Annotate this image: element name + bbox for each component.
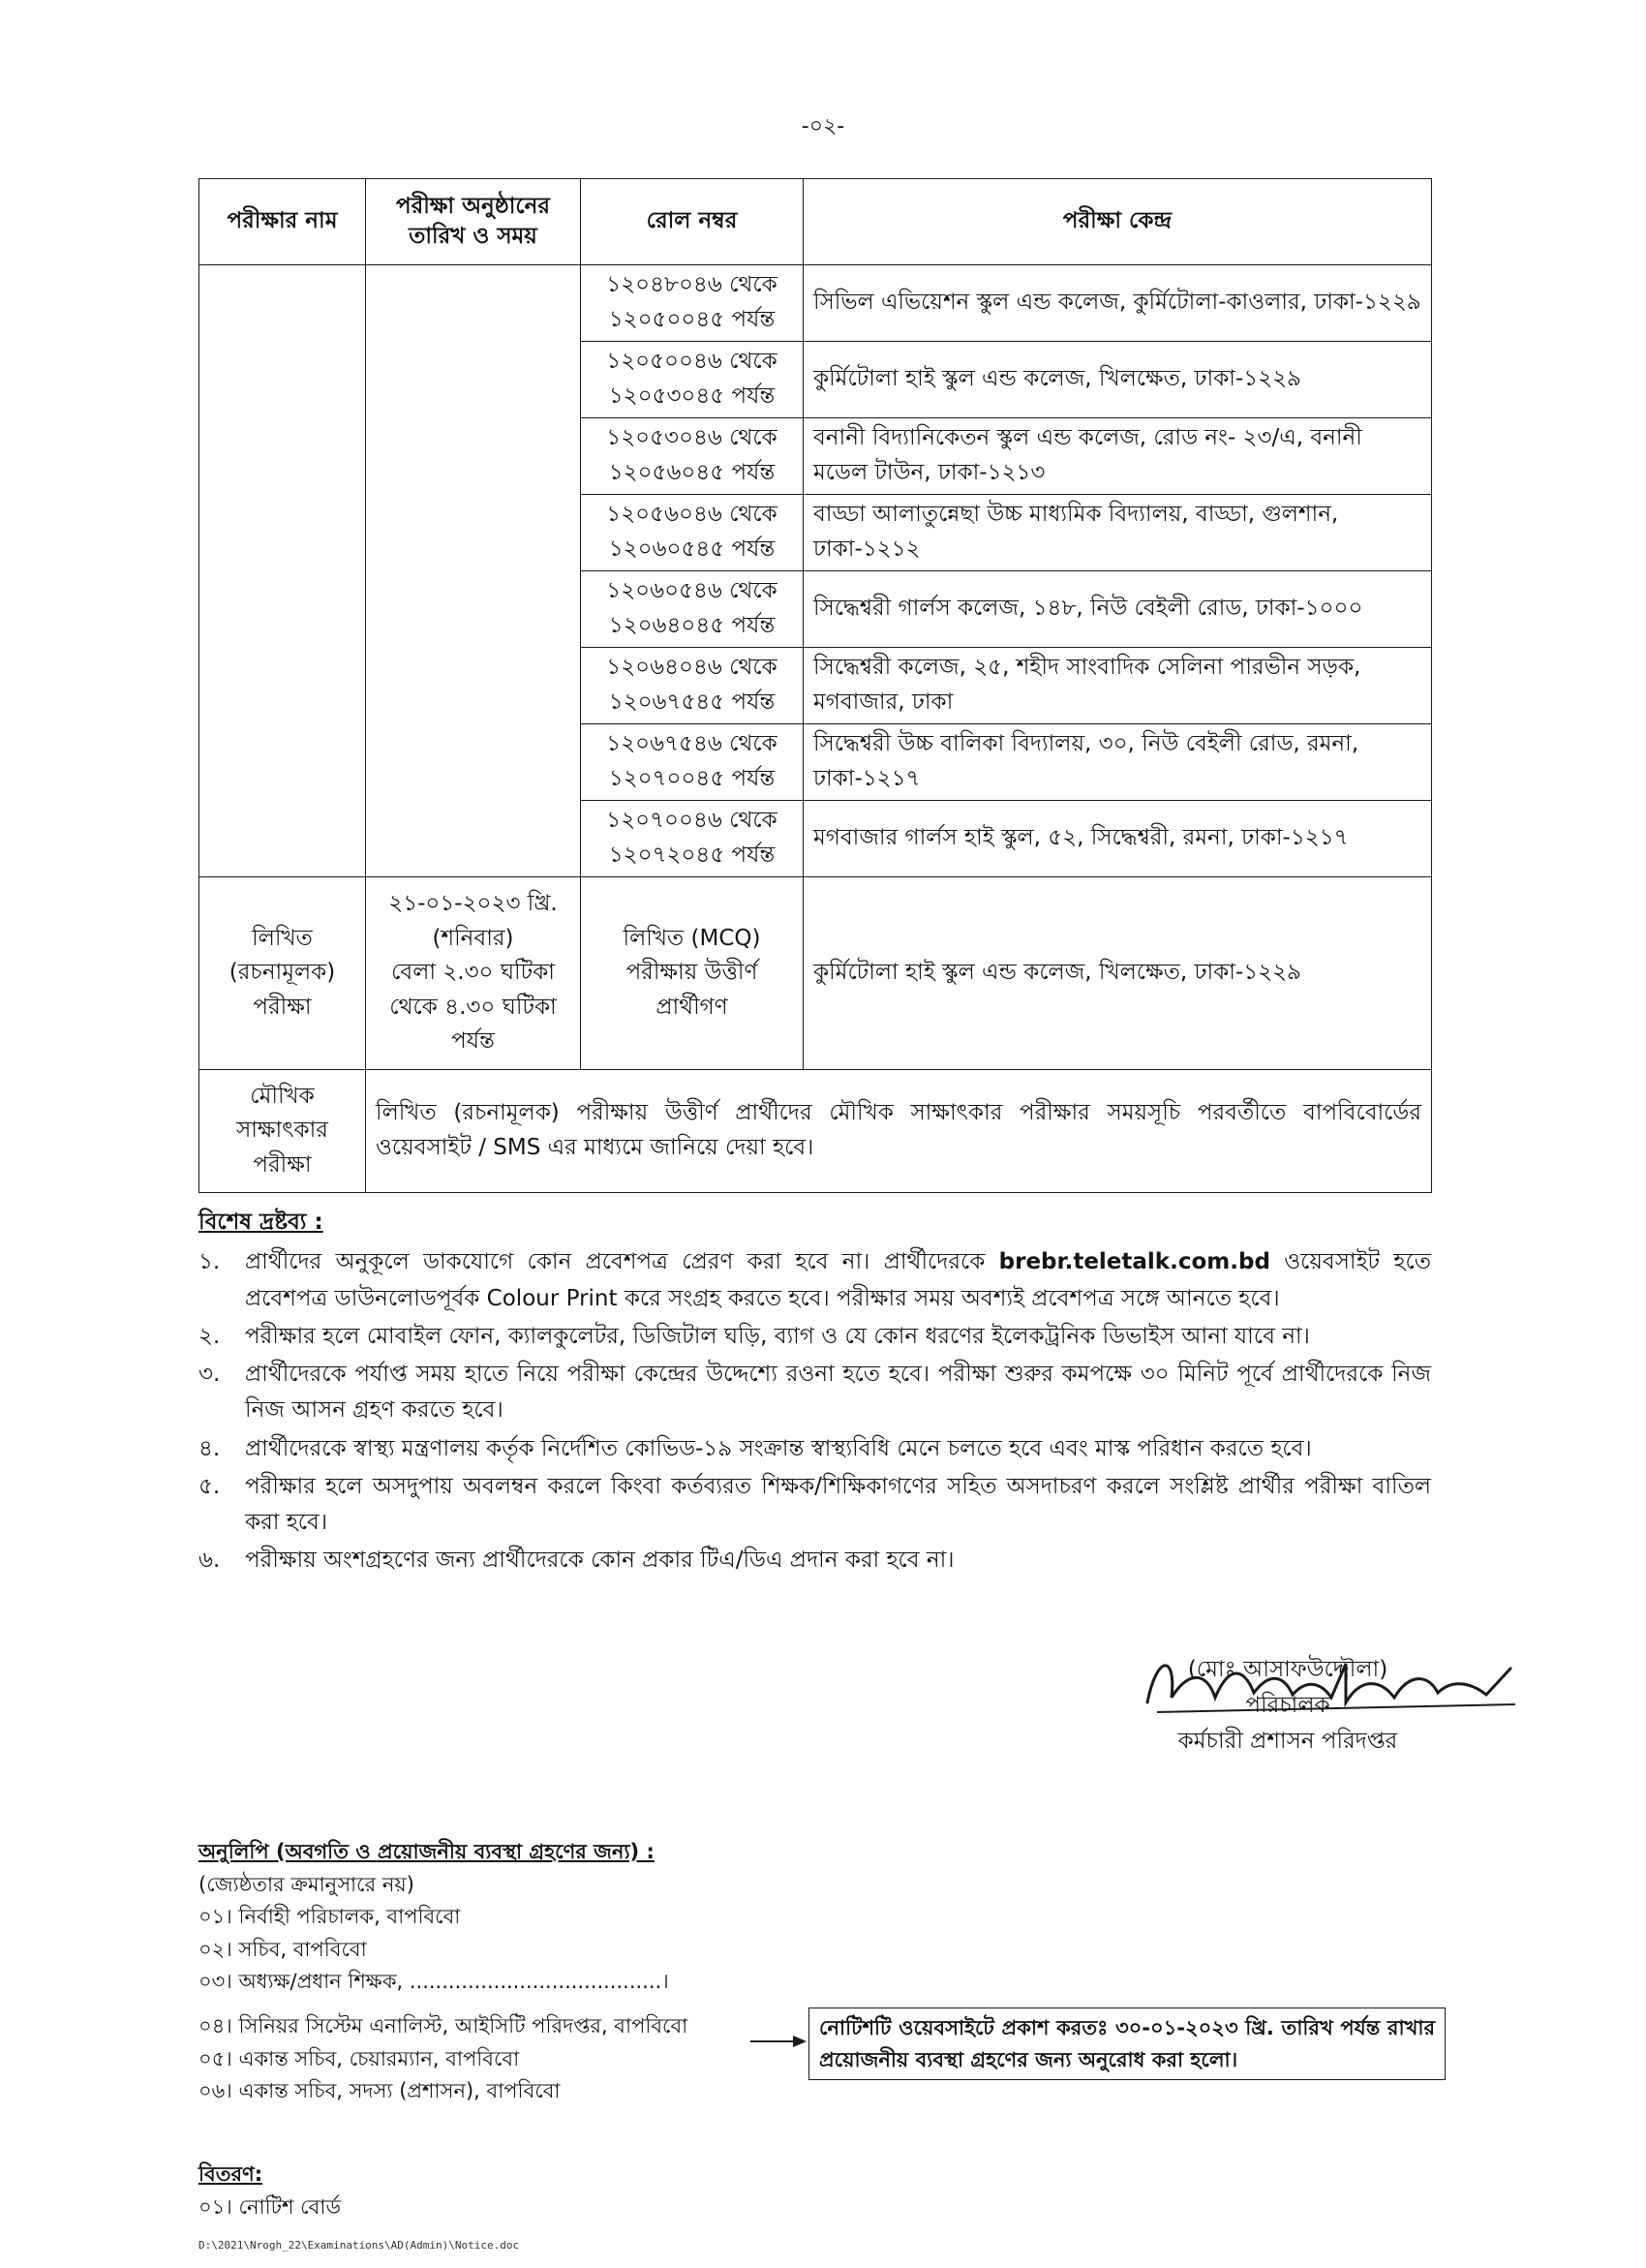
list-item: ০১। নোটিশ বোর্ড [198,2194,341,2219]
signature-block [1104,1652,1472,1759]
list-item: ৫. পরীক্ষার হলে অসদুপায় অবলম্বন করলে কিংবা কর্তব্যরত শিক্ষক/শিক্ষিকাগণের সহিত অসদাচরণ করলে সংশ্লিষ্ট প্রার্থীর পরীক্ষা বাতিল করা হবে। [198,1473,1431,1535]
exam-center-cell: বাড্ডা আলাতুন্নেছা উচ্চ মাধ্যমিক বিদ্যালয়, বাড্ডা, গুলশান, ঢাকা-১২১২ [804,495,1432,571]
list-item: ৪. প্রার্থীদেরকে স্বাস্থ্য মন্ত্রণালয় কর্তৃক নির্দেশিত কোভিড-১৯ সংক্রান্ত স্বাস্থ্যবিধি মেনে চলতে হবে এবং মাস্ক পরিধান করতে হবে। [198,1435,1312,1461]
roll-range-cell: ১২০৫৬০৪৬ থেকে ১২০৬০৫৪৫ পর্যন্ত [581,495,804,571]
roll-range-cell: ১২০৭০০৪৬ থেকে ১২০৭২০৪৫ পর্যন্ত [581,801,804,877]
list-item: ৬. পরীক্ষায় অংশগ্রহণের জন্য প্রার্থীদেরকে কোন প্রকার টিএ/ডিএ প্রদান করা হবে না। [198,1548,955,1574]
written-exam-center: কুর্মিটোলা হাই স্কুল এন্ড কলেজ, খিলক্ষেত, ঢাকা-১২২৯ [804,877,1432,1070]
website-publish-notice-box: নোটিশটি ওয়েবসাইটে প্রকাশ করতঃ ৩০-০১-২০২৩ খ্রি. তারিখ পর্যন্ত রাখার প্রয়োজনীয় ব্যবস্থা গ্রহণের জন্য অনুরোধ করা হলো। [808,2007,1446,2080]
header-exam-center: পরীক্ষা কেন্দ্র [804,179,1432,265]
written-exam-roll: লিখিত (MCQ) পরীক্ষায় উত্তীর্ণ প্রার্থীগণ [581,877,804,1070]
header-exam-name: পরীক্ষার নাম [199,179,366,265]
roll-range-cell: ১২০৬০৫৪৬ থেকে ১২০৬৪০৪৫ পর্যন্ত [581,571,804,648]
list-item: ০২। সচিব, বাপবিবো [198,1937,367,1961]
exam-center-cell: সিদ্ধেশ্বরী উচ্চ বালিকা বিদ্যালয়, ৩০, নিউ বেইলী রোড, রমনা, ঢাকা-১২১৭ [804,724,1432,801]
viva-exam-details: লিখিত (রচনামূলক) পরীক্ষায় উত্তীর্ণ প্রার্থীদের মৌখিক সাক্ষাৎকার পরীক্ষার সময়সূচি পরবর্তীতে বাপবিবোর্ডের ওয়েবসাইট / SMS এর মাধ্যমে জানিয়ে দেয়া হবে। [366,1070,1432,1193]
copy-note: (জ্যেষ্ঠতার ক্রমানুসারে নয়) [198,1872,414,1896]
roll-range-cell: ১২০৬৪০৪৬ থেকে ১২০৬৭৫৪৫ পর্যন্ত [581,648,804,724]
exam-center-cell: সিদ্ধেশ্বরী কলেজ, ২৫, শহীদ সাংবাদিক সেলিনা পারভীন সড়ক, মগবাজার, ঢাকা [804,648,1432,724]
roll-range-cell: ১২০৪৮০৪৬ থেকে ১২০৫০০৪৫ পর্যন্ত [581,265,804,342]
website-link[interactable]: brebr.teletalk.com.bd [998,1249,1270,1275]
roll-range-cell: ১২০৫৩০৪৬ থেকে ১২০৫৬০৪৫ পর্যন্ত [581,418,804,495]
list-item: ২. পরীক্ষার হলে মোবাইল ফোন, ক্যালকুলেটর, ডিজিটাল ঘড়ি, ব্যাগ ও যে কোন ধরণের ইলেকট্রনিক ডিভাইস আনা যাবে না। [198,1323,1310,1349]
signatory-office: কর্মচারী প্রশাসন পরিদপ্তর [1177,1728,1398,1754]
exam-center-cell: সিদ্ধেশ্বরী গার্লস কলেজ, ১৪৮, নিউ বেইলী রোড, ঢাকা-১০০০ [804,571,1432,648]
header-roll-number: রোল নম্বর [581,179,804,265]
written-exam-row [199,877,1432,1070]
table-row [199,265,1432,342]
written-exam-date-time: ২১-০১-২০২৩ খ্রি. (শনিবার) বেলা ২.৩০ ঘটিকা থেকে ৪.৩০ ঘটিকা পর্যন্ত [366,877,581,1070]
copy-heading: অনুলিপি (অবগতি ও প্রয়োজনীয় ব্যবস্থা গ্রহণের জন্য) : [198,1840,655,1863]
roll-range-cell: ১২০৬৭৫৪৬ থেকে ১২০৭০০৪৫ পর্যন্ত [581,724,804,801]
page-number: -০২- [801,114,845,138]
header-exam-date-time: পরীক্ষা অনুষ্ঠানের তারিখ ও সময় [366,179,581,265]
exam-schedule-table [198,178,1432,1193]
viva-exam-row [199,1070,1432,1193]
distribution-list [198,2159,341,2223]
list-item: ০৬। একান্ত সচিব, সদস্য (প্রশাসন), বাপবিবো [198,2079,561,2103]
notes-heading: বিশেষ দ্রষ্টব্য : [198,1210,323,1235]
list-item: ০৫। একান্ত সচিব, চেয়ারম্যান, বাপবিবো [198,2046,520,2070]
exam-center-cell: সিভিল এভিয়েশন স্কুল এন্ড কলেজ, কুর্মিটোলা-কাওলার, ঢাকা-১২২৯ [804,265,1432,342]
exam-date-cell-empty [366,265,581,877]
list-item: ০৪। সিনিয়র সিস্টেম এনালিস্ট, আইসিটি পরিদপ্তর, বাপবিবো [198,2013,688,2038]
list-item: ০১। নির্বাহী পরিচালক, বাপবিবো [198,1905,461,1929]
exam-center-cell: বনানী বিদ্যানিকেতন স্কুল এন্ড কলেজ, রোড নং- ২৩/এ, বনানী মডেল টাউন, ঢাকা-১২১৩ [804,418,1432,495]
table-header-row [199,179,1432,265]
exam-center-cell: মগবাজার গার্লস হাই স্কুল, ৫২, সিদ্ধেশ্বরী, রমনা, ঢাকা-১২১৭ [804,801,1432,877]
list-item: ০৩। অধ্যক্ষ/প্রধান শিক্ষক, .......................................। [198,1970,669,1994]
signatory-title: পরিচালক [1245,1692,1330,1718]
file-path: D:\2021\Nrogh_22\Examinations\AD(Admin)\Notice.doc [198,2239,520,2252]
exam-center-cell: কুর্মিটোলা হাই স্কুল এন্ড কলেজ, খিলক্ষেত, ঢাকা-১২২৯ [804,342,1432,418]
list-item: ৩. প্রার্থীদেরকে পর্যাপ্ত সময় হাতে নিয়ে পরীক্ষা কেন্দ্রের উদ্দেশ্যে রওনা হতে হবে। পরীক্ষা শুরুর কমপক্ষে ৩০ মিনিট পূর্বে প্রার্থীদেরকে নিজ নিজ আসন গ্রহণ করতে হবে। [198,1362,1431,1424]
list-item: ১. প্রার্থীদের অনুকূলে ডাকযোগে কোন প্রবেশপত্র প্রেরণ করা হবে না। প্রার্থীদেরকে brebr.teletalk.com.bd ওয়েবসাইট হতে প্রবেশপত্র ডাউনলোডপূর্বক Colour Print করে সংগ্রহ করতে হবে। পরীক্ষার সময় অবশ্যই প্রবেশপত্র সঙ্গে আনতে হবে। [198,1249,1431,1311]
distribution-heading: বিতরণ: [198,2162,263,2186]
roll-range-cell: ১২০৫০০৪৬ থেকে ১২০৫৩০৪৫ পর্যন্ত [581,342,804,418]
arrow-right-icon [750,2034,807,2049]
special-notes [198,1205,1431,1581]
written-exam-name: লিখিত (রচনামূলক) পরীক্ষা [199,877,366,1070]
exam-name-cell-empty [199,265,366,877]
viva-exam-name: মৌখিক সাক্ষাৎকার পরীক্ষা [199,1070,366,1193]
signatory-name: (মোঃ আসাফউদ্দৌলা) [1187,1657,1388,1682]
